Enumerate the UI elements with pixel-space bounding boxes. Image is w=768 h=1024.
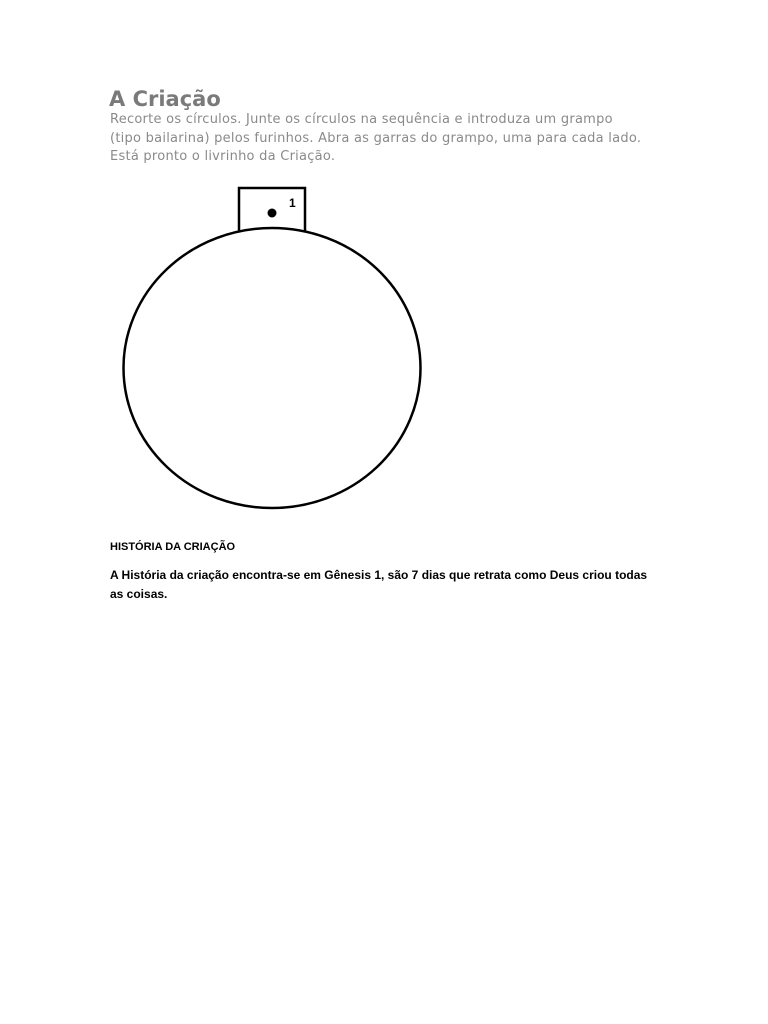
instructions-line: Está pronto o livrinho da Criação. [110, 149, 336, 164]
tab-number: 1 [289, 196, 296, 210]
section-body-line: A História da criação encontra-se em Gênesis 1, são 7 dias que retrata como Deus criou todas [110, 568, 648, 582]
section-body-line: as coisas. [110, 587, 168, 601]
instructions-paragraph [110, 111, 710, 167]
cutout-circle-figure [118, 182, 428, 514]
page-title: A Criação [109, 87, 221, 111]
cutout-circle [124, 228, 421, 508]
instructions-line: Recorte os círculos. Junte os círculos na sequência e introduza um grampo [110, 112, 613, 127]
section-heading: HISTÓRIA DA CRIAÇÃO [110, 541, 236, 553]
section-body [110, 566, 670, 604]
instructions-line: (tipo bailarina) pelos furinhos. Abra as garras do grampo, uma para cada lado. [110, 130, 642, 146]
hole-dot [268, 209, 277, 218]
